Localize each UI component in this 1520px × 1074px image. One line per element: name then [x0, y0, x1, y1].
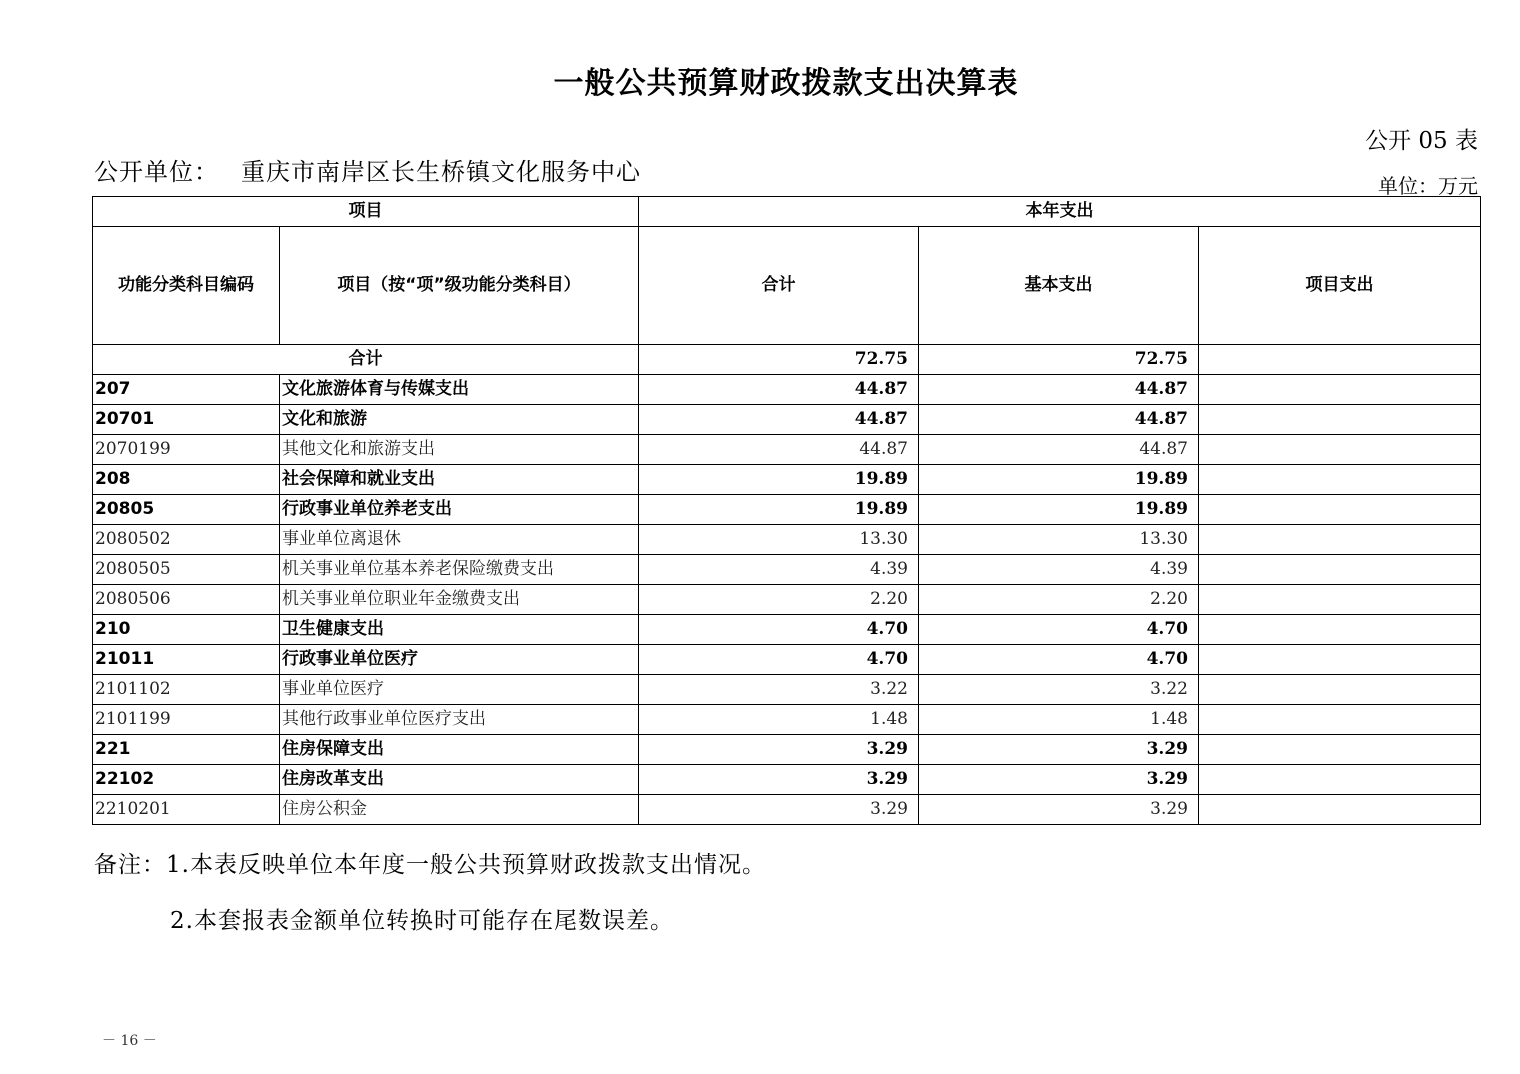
cell-code: 2080502 — [93, 525, 280, 555]
cell-code: 2101102 — [93, 675, 280, 705]
cell-total: 2.20 — [639, 585, 919, 615]
cell-basic: 19.89 — [919, 465, 1199, 495]
cell-total: 3.29 — [639, 735, 919, 765]
table-row — [93, 675, 1481, 705]
cell-code: 21011 — [93, 645, 280, 675]
page-number: － 16 － — [102, 1033, 157, 1049]
header-current-year: 本年支出 — [639, 197, 1481, 227]
table-row — [93, 645, 1481, 675]
total-row — [93, 345, 1481, 375]
table-row — [93, 615, 1481, 645]
cell-basic: 19.89 — [919, 495, 1199, 525]
cell-total: 19.89 — [639, 465, 919, 495]
note-1: 备注：1.本表反映单位本年度一般公共预算财政拨款支出情况。 — [94, 852, 766, 878]
cell-code: 2070199 — [93, 435, 280, 465]
header-row-sub — [93, 227, 1481, 345]
cell-basic: 44.87 — [919, 375, 1199, 405]
cell-name: 文化和旅游 — [280, 405, 639, 435]
reporting-unit-label: 公开单位： — [94, 158, 219, 186]
cell-name: 机关事业单位基本养老保险缴费支出 — [280, 555, 639, 585]
cell-project — [1199, 465, 1481, 495]
cell-total: 13.30 — [639, 525, 919, 555]
cell-basic: 44.87 — [919, 435, 1199, 465]
cell-code: 2080506 — [93, 585, 280, 615]
cell-total: 44.87 — [639, 435, 919, 465]
table-row — [93, 525, 1481, 555]
total-amount: 72.75 — [639, 345, 919, 375]
cell-name: 其他文化和旅游支出 — [280, 435, 639, 465]
total-basic: 72.75 — [919, 345, 1199, 375]
cell-total: 4.70 — [639, 615, 919, 645]
table-row — [93, 465, 1481, 495]
cell-name: 住房保障支出 — [280, 735, 639, 765]
cell-name: 事业单位离退休 — [280, 525, 639, 555]
cell-total: 44.87 — [639, 405, 919, 435]
cell-name: 事业单位医疗 — [280, 675, 639, 705]
cell-code: 20701 — [93, 405, 280, 435]
cell-basic: 13.30 — [919, 525, 1199, 555]
cell-project — [1199, 495, 1481, 525]
cell-code: 210 — [93, 615, 280, 645]
total-project — [1199, 345, 1481, 375]
cell-code: 221 — [93, 735, 280, 765]
page-title: 一般公共预算财政拨款支出决算表 — [553, 66, 1019, 101]
cell-project — [1199, 405, 1481, 435]
table-row — [93, 765, 1481, 795]
table-row — [93, 585, 1481, 615]
cell-project — [1199, 615, 1481, 645]
cell-name: 卫生健康支出 — [280, 615, 639, 645]
cell-basic: 2.20 — [919, 585, 1199, 615]
cell-name: 社会保障和就业支出 — [280, 465, 639, 495]
cell-code: 2210201 — [93, 795, 280, 825]
cell-total: 3.22 — [639, 675, 919, 705]
form-number: 公开 05 表 — [1365, 128, 1478, 154]
cell-project — [1199, 585, 1481, 615]
table-row — [93, 495, 1481, 525]
cell-code: 2080505 — [93, 555, 280, 585]
cell-project — [1199, 435, 1481, 465]
header-code: 功能分类科目编码 — [93, 227, 280, 345]
total-label: 合计 — [93, 345, 639, 375]
cell-total: 3.29 — [639, 795, 919, 825]
table-row — [93, 435, 1481, 465]
cell-code: 22102 — [93, 765, 280, 795]
expenditure-table — [92, 196, 1481, 825]
table-row — [93, 795, 1481, 825]
cell-name: 行政事业单位养老支出 — [280, 495, 639, 525]
cell-project — [1199, 645, 1481, 675]
cell-basic: 1.48 — [919, 705, 1199, 735]
cell-basic: 4.70 — [919, 645, 1199, 675]
currency-unit: 单位：万元 — [1378, 174, 1478, 198]
note-2: 2.本套报表金额单位转换时可能存在尾数误差。 — [170, 908, 674, 934]
cell-project — [1199, 795, 1481, 825]
cell-code: 2101199 — [93, 705, 280, 735]
reporting-unit — [94, 152, 641, 187]
cell-name: 住房公积金 — [280, 795, 639, 825]
header-project-expenditure: 项目支出 — [1199, 227, 1481, 345]
cell-total: 44.87 — [639, 375, 919, 405]
cell-project — [1199, 765, 1481, 795]
cell-name: 行政事业单位医疗 — [280, 645, 639, 675]
cell-total: 3.29 — [639, 765, 919, 795]
cell-basic: 3.29 — [919, 795, 1199, 825]
header-basic: 基本支出 — [919, 227, 1199, 345]
cell-code: 208 — [93, 465, 280, 495]
cell-basic: 3.29 — [919, 765, 1199, 795]
cell-code: 20805 — [93, 495, 280, 525]
reporting-unit-name: 重庆市南岸区长生桥镇文化服务中心 — [241, 158, 641, 186]
cell-name: 文化旅游体育与传媒支出 — [280, 375, 639, 405]
cell-project — [1199, 375, 1481, 405]
cell-project — [1199, 525, 1481, 555]
cell-total: 19.89 — [639, 495, 919, 525]
header-name: 项目（按“项”级功能分类科目） — [280, 227, 639, 345]
cell-project — [1199, 555, 1481, 585]
table-row — [93, 405, 1481, 435]
cell-project — [1199, 675, 1481, 705]
cell-basic: 4.70 — [919, 615, 1199, 645]
cell-basic: 3.29 — [919, 735, 1199, 765]
cell-total: 4.39 — [639, 555, 919, 585]
cell-total: 4.70 — [639, 645, 919, 675]
cell-name: 住房改革支出 — [280, 765, 639, 795]
table-row — [93, 375, 1481, 405]
cell-basic: 3.22 — [919, 675, 1199, 705]
cell-project — [1199, 705, 1481, 735]
table-row — [93, 735, 1481, 765]
header-project: 项目 — [93, 197, 639, 227]
cell-name: 其他行政事业单位医疗支出 — [280, 705, 639, 735]
header-total: 合计 — [639, 227, 919, 345]
cell-basic: 4.39 — [919, 555, 1199, 585]
cell-name: 机关事业单位职业年金缴费支出 — [280, 585, 639, 615]
cell-basic: 44.87 — [919, 405, 1199, 435]
table-row — [93, 555, 1481, 585]
cell-code: 207 — [93, 375, 280, 405]
cell-project — [1199, 735, 1481, 765]
header-row-top — [93, 197, 1481, 227]
cell-total: 1.48 — [639, 705, 919, 735]
table-row — [93, 705, 1481, 735]
